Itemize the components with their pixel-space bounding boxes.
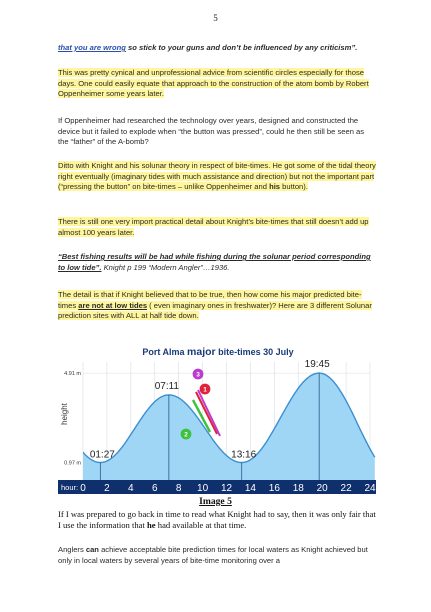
paragraph-5-text: There is still one very import practical detail about Knight’s bite-times that still doesn’t add up almost 100 years later. — [58, 217, 369, 237]
knight-quote — [58, 252, 376, 273]
paragraph-4-end: button). — [280, 182, 308, 192]
tide-chart — [58, 344, 376, 494]
paragraph-2 — [58, 68, 376, 100]
paragraph-4-bold: his — [269, 182, 281, 192]
knight-quote-text: “Best fishing results will be had while fishing during the solunar period corresponding to low tide”. — [58, 252, 371, 272]
svg-text:1: 1 — [203, 386, 207, 394]
marker-badge-2 — [181, 429, 192, 440]
y-axis-label: height — [60, 403, 69, 425]
emphasis-link-text: that you are wrong — [58, 43, 126, 52]
paragraph-8-bold: can — [85, 545, 99, 554]
paragraph-6-part2: ( even imaginary ones in freshwater)? Here are 3 different Solunar prediction sites with ALL at half tide down. — [58, 300, 372, 321]
quote-ending: so stick to your guns and don’t be influenced by any criticism”. — [125, 43, 358, 52]
paragraph-7-part1: If I was prepared to go back in time to read what Knight had to say, then it was only fair that I use the information that — [58, 509, 376, 530]
paragraph-6-emphasis: are not at low tides — [78, 300, 148, 310]
x-axis-label: hour: — [61, 483, 79, 492]
paragraph-7-bold: he — [147, 520, 156, 530]
x-tick-label: 0 — [80, 483, 86, 494]
marker-badge-1 — [200, 384, 211, 395]
knight-quote-reference: Knight p 199 “Modern Angler”…1936. — [101, 262, 230, 272]
paragraph-8-part2: achieve acceptable bite prediction times for local waters as Knight achieved but only in local waters by several years of bite-time monitoring over a — [58, 545, 368, 565]
x-tick-label: 12 — [220, 483, 233, 494]
paragraph-6 — [58, 290, 376, 322]
marker-badge-3 — [193, 369, 204, 380]
paragraph-7-part2: had available at that time. — [155, 520, 247, 530]
paragraph-8-part1: Anglers — [58, 545, 86, 554]
x-tick-label: 2 — [104, 483, 110, 494]
tide-time-label: 01:27 — [89, 449, 115, 461]
paragraph-3-text: If Oppenheimer had researched the technology over years, designed and constructed the device but it failed to explode when “the button was pressed”, could he then still be seen as the “father” of the A-bomb? — [58, 116, 365, 147]
y-value-label: 0.97 m — [64, 460, 81, 467]
page-number: 5 — [213, 13, 218, 23]
paragraph-3 — [58, 116, 376, 148]
tide-time-label: 19:45 — [304, 359, 330, 371]
x-tick-label: 20 — [316, 483, 328, 494]
x-tick-label: 16 — [268, 483, 280, 494]
tide-time-label: 13:16 — [231, 449, 257, 461]
y-value-label: 4.91 m — [64, 371, 81, 378]
paragraph-6-part1: The detail is that if Knight believed that to be true, then how come his major predicted bite-times — [58, 290, 362, 310]
x-tick-label: 22 — [340, 483, 352, 494]
x-tick-label: 24 — [364, 483, 376, 494]
x-tick-label: 4 — [128, 483, 134, 494]
x-tick-label: 18 — [292, 483, 304, 494]
x-tick-label: 10 — [197, 483, 209, 494]
x-tick-label: 14 — [244, 483, 256, 494]
chart-title: Port Alma major bite-times 30 July — [142, 346, 294, 358]
paragraph-7 — [58, 509, 380, 531]
paragraph-4 — [58, 161, 376, 193]
paragraph-5 — [58, 217, 376, 238]
x-tick-label: 8 — [175, 483, 182, 494]
svg-text:3: 3 — [196, 371, 200, 379]
svg-text:2: 2 — [184, 431, 188, 439]
paragraph-2-text: This was pretty cynical and unprofessional advice from scientific circles especially for those days. One could easily equate that approach to the construction of the atom bomb by Robert Oppenheimer some years later. — [58, 68, 369, 99]
paragraph-4-text: Ditto with Knight and his solunar theory in respect of bite-times. He got some of the tidal theory right eventually (imaginary tides with much assistance and direction) but not the important part (“pressing the button” on bite-times – unlike Oppenheimer and — [58, 161, 376, 192]
x-tick-label: 6 — [151, 483, 158, 494]
paragraph-1 — [58, 43, 376, 54]
image-caption: Image 5 — [199, 496, 232, 507]
paragraph-8 — [58, 545, 376, 566]
tide-time-label: 07:11 — [154, 380, 180, 392]
